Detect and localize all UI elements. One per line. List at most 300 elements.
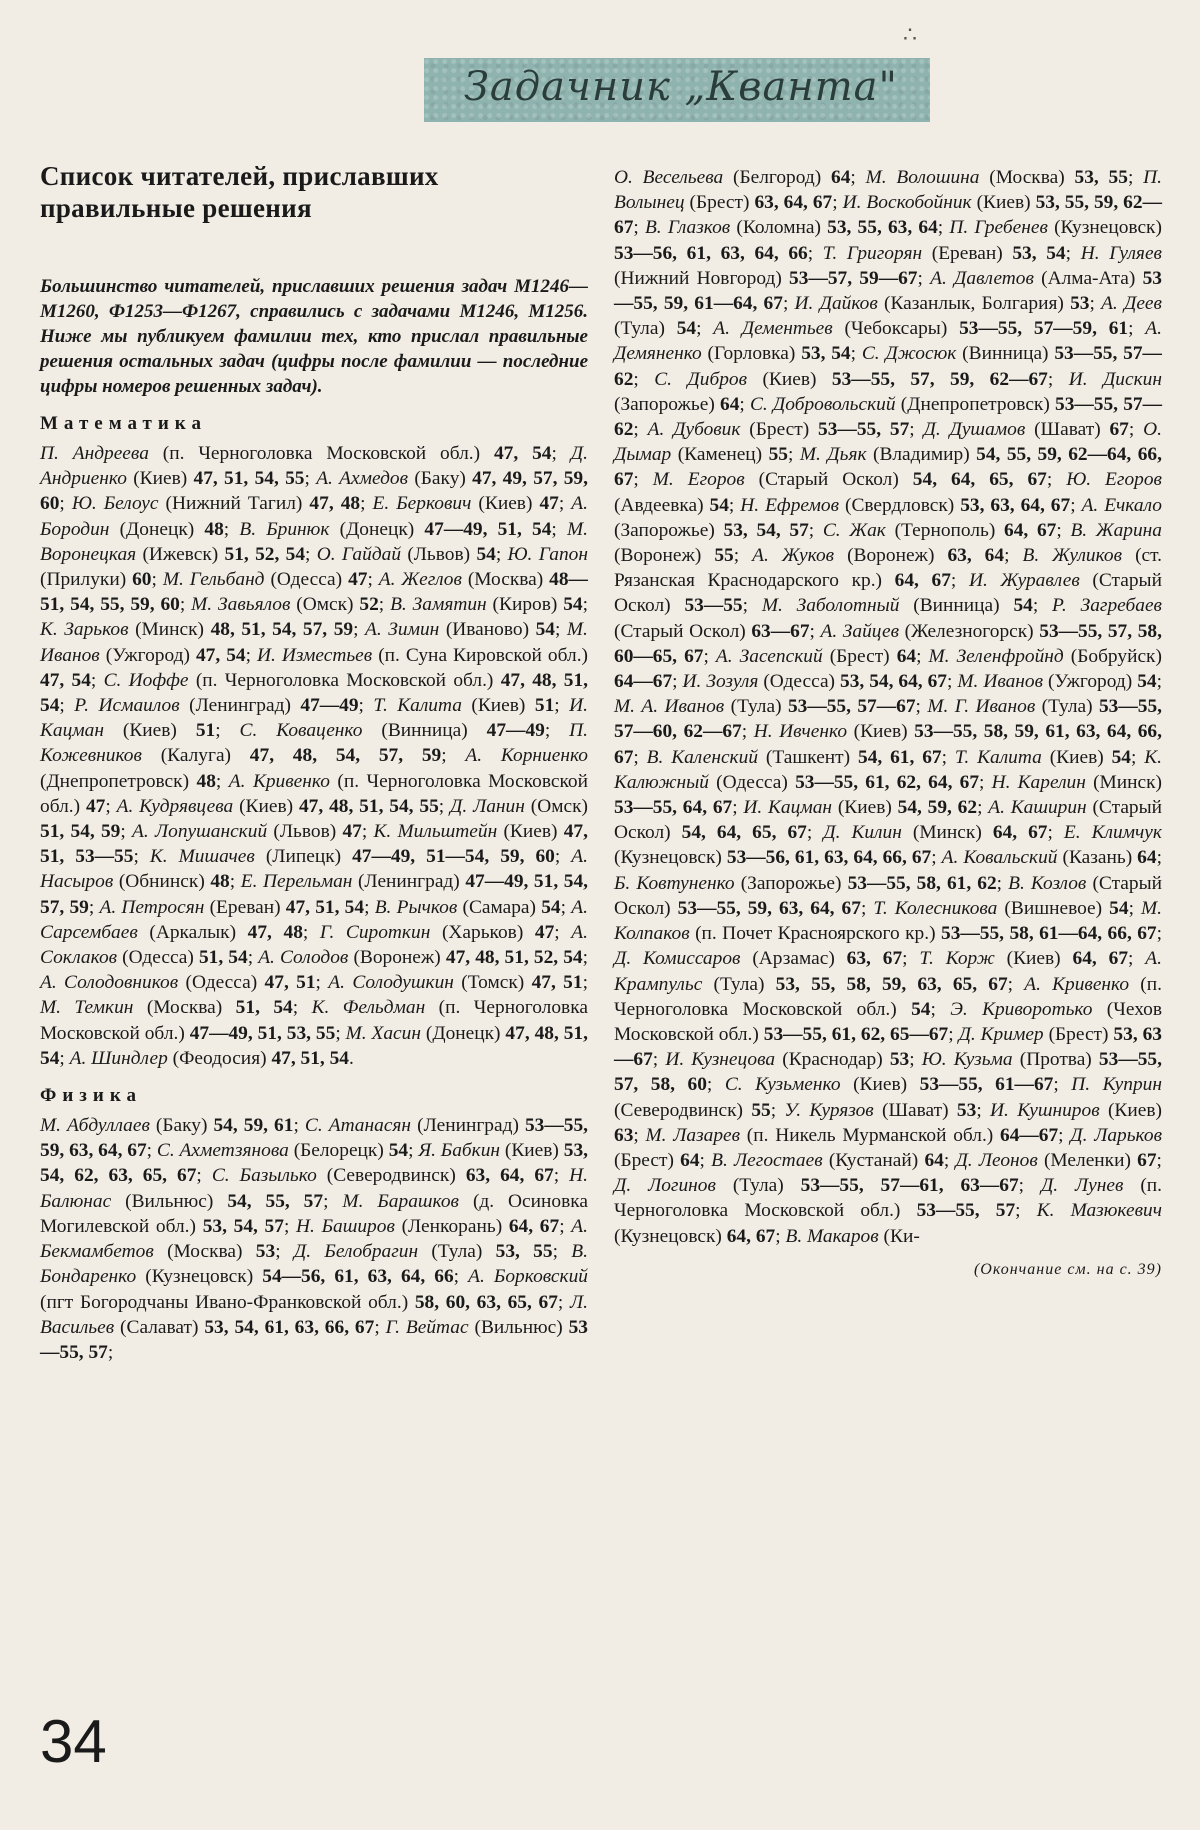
reader-entry: О. Дымар (Каменец) 55; [614, 419, 1162, 466]
reader-place: (Москва) [989, 167, 1065, 188]
reader-entry: М. Г. Иванов (Тула) 53—55, 57—60, 62—67; [614, 696, 1162, 743]
reader-entry: Т. Колесникова (Вишневое) 54; [873, 897, 1141, 919]
problem-numbers: 53, 55, 59, 62—67 [614, 192, 1162, 239]
reader-place: (Киев) [478, 493, 533, 515]
reader-place: (Ленинград) [189, 695, 291, 717]
reader-name: И. Дайков [794, 293, 878, 315]
reader-place: (Нижний Новгород) [614, 267, 782, 289]
reader-entry: А. Зимин (Иваново) 54; [365, 619, 567, 641]
reader-entry: Д. Андриенко (Киев) 47, 51, 54, 55; [40, 443, 588, 490]
reader-place: (Винница) [381, 720, 468, 742]
problem-numbers: 51, 54, 59 [40, 821, 121, 843]
reader-name: М. Барашков [342, 1190, 459, 1212]
reader-entry: И. Кушниров (Киев) 63; [614, 1099, 1162, 1146]
left-column [40, 160, 588, 1365]
reader-place: (Ереван) [209, 896, 281, 918]
reader-name: О. Гайдай [316, 543, 402, 565]
reader-name: А. Сарсембаев [40, 896, 588, 943]
reader-place: (Феодосия) [172, 1047, 267, 1069]
reader-place: (Белгород) [733, 167, 822, 188]
problem-numbers: 53, 55, 58, 59, 63, 65, 67 [775, 973, 1008, 995]
problem-numbers: 53—55, 61, 62, 64, 67 [795, 771, 980, 793]
problem-numbers: 47, 48 [309, 493, 361, 515]
reader-place: (Минск) [912, 822, 982, 844]
reader-name: М. Иванов [40, 619, 588, 666]
reader-entry: О. Гайдай (Львов) 54; [316, 543, 508, 565]
reader-name: К. Мильштейн [373, 821, 498, 843]
reader-entry: Р. Исмаилов (Ленинград) 47—49; [74, 695, 374, 717]
reader-name: М. Волошина [865, 167, 980, 188]
reader-place: (Старый Оскол) [614, 872, 1162, 919]
reader-entry: И. Дискин (Запорожье) 64; [614, 368, 1162, 415]
reader-name: П. Куприн [1071, 1074, 1162, 1096]
problem-numbers: 47, 48, 51, 54 [40, 1022, 588, 1069]
reader-place: (Запорожье) [740, 872, 842, 894]
reader-entry: М. Дьяк (Владимир) 54, 55, 59, 62—64, 66, 67; [614, 444, 1162, 491]
reader-name: Д. Логинов [614, 1175, 716, 1197]
reader-name: А. Солодов [258, 947, 349, 969]
reader-place: (Арзамас) [752, 948, 835, 970]
problem-numbers: 55 [714, 545, 734, 567]
reader-entry: А. Бекмамбетов (Москва) 53; [40, 1215, 588, 1263]
reader-name: Э. Криворотько [950, 998, 1093, 1020]
reader-name: М. Темкин [40, 997, 134, 1019]
reader-name: М. Абдуллаев [40, 1115, 150, 1137]
problem-numbers: 47—49 [486, 720, 545, 742]
problem-numbers: 54 [709, 494, 729, 516]
reader-entry: М. Гельбанд (Одесса) 47; [162, 569, 379, 591]
reader-place: (Одесса) [122, 947, 194, 969]
reader-place: (Тула) [431, 1241, 483, 1263]
problem-numbers: 47—49, 51, 53, 55 [189, 1022, 336, 1044]
reader-entry: В. Глазков (Коломна) 53, 55, 63, 64; [644, 217, 950, 239]
reader-entry: В. Козлов (Старый Оскол) 53—55, 59, 63, 64, 67; [614, 872, 1162, 919]
reader-entry: Е. Перельман (Ленинград) 47—49, 51, 54, 57, 59; [40, 871, 588, 918]
reader-place: (Москва) [167, 1241, 243, 1263]
reader-place: (Алма-Ата) [1041, 267, 1136, 289]
reader-name: И. Журавлев [968, 570, 1080, 592]
reader-name: Н. Ефремов [740, 494, 840, 516]
reader-entry: Э. Криворотько (Чехов Московской обл.) 53—55, 61, 62, 65—67; [614, 998, 1162, 1045]
reader-name: Д. Белобрагин [293, 1241, 419, 1263]
problem-numbers: 53, 54, 57 [723, 519, 809, 541]
problem-numbers: 48—51, 54, 55, 59, 60 [40, 569, 588, 616]
reader-place: (Кустанай) [828, 1149, 919, 1171]
reader-name: М. Егоров [652, 469, 745, 491]
physics-heading: Физика [40, 1085, 143, 1107]
reader-place: (Донецк) [339, 518, 415, 540]
reader-name: Д. Ланин [450, 795, 525, 817]
reader-name: В. Бринюк [239, 518, 330, 540]
reader-place: (Киев) [239, 795, 294, 817]
problem-numbers: 47, 48, 51, 54, 55 [298, 795, 439, 817]
problem-numbers: 52 [359, 594, 379, 616]
reader-entry: И. Кацман (Киев) 51; [40, 695, 588, 742]
problem-numbers: 47 [534, 921, 555, 943]
reader-name: П. Волынец [614, 167, 1162, 214]
reader-entry: Г. Сироткин (Харьков) 47; [319, 921, 572, 943]
reader-place: (Краснодар) [782, 1049, 883, 1071]
reader-place: (Омск) [530, 795, 588, 817]
reader-entry: А. Каширин (Старый Оскол) 54, 64, 65, 67; [614, 797, 1163, 844]
reader-name: К. Мишачев [149, 846, 255, 868]
reader-place: (Воронеж) [353, 947, 441, 969]
problem-numbers: 64, 67 [894, 570, 951, 592]
problem-numbers: 53, 63, 64, 67 [960, 494, 1071, 516]
reader-name: М. Дьяк [799, 444, 867, 466]
reader-name: А. Корниенко [465, 745, 588, 767]
reader-entry: М. Зеленфройнд (Бобруйск) 64—67; [614, 645, 1162, 693]
reader-entry: Г. Вейтас (Вильнюс) 53—55, 57; [40, 1316, 588, 1363]
reader-place: (Нижний Тагил) [165, 493, 303, 515]
reader-place: (Киев) [853, 721, 908, 743]
reader-name: А. Петросян [99, 896, 205, 918]
reader-entry: К. Мазюкевич (Кузнецовск) 64, 67; [614, 1200, 1162, 1247]
reader-entry: Т. Калита (Киев) 54; [954, 746, 1145, 768]
problem-numbers: 47—49, 51, 54, 57, 59 [40, 871, 588, 918]
problem-numbers: 63—67 [751, 620, 810, 642]
reader-entry: Ю. Егоров (Авдеевка) 54; [614, 469, 1162, 516]
problem-numbers: 63, 64 [947, 545, 1005, 567]
problem-numbers: 53—55, 57—62 [614, 343, 1162, 390]
reader-place: (п. Черноголовка Московской обл.) [40, 997, 588, 1044]
reader-name: В. Рычков [374, 896, 458, 918]
reader-name: Г. Вейтас [385, 1316, 469, 1338]
reader-name: Н. Баширов [296, 1215, 395, 1237]
problem-numbers: 51, 52, 54 [224, 543, 306, 565]
reader-entry: А. Кудрявцева (Киев) 47, 48, 51, 54, 55; [116, 795, 451, 817]
problem-numbers: 47 [85, 795, 106, 817]
problem-numbers: 63, 64, 67 [465, 1165, 554, 1187]
problem-numbers: 54 [563, 594, 583, 616]
reader-entry: Н. Балюнас (Вильнюс) 54, 55, 57; [40, 1165, 588, 1212]
reader-name: А. Каширин [988, 797, 1087, 819]
reader-place: (Минск) [135, 619, 205, 641]
reader-place: (Аркалык) [149, 921, 237, 943]
problem-numbers: 54, 64, 65, 67 [912, 469, 1047, 491]
reader-place: (Ташкент) [765, 746, 851, 768]
reader-entry: М. Темкин (Москва) 51, 54; [40, 997, 312, 1019]
reader-entry: Д. Лунев (п. Черноголовка Московской обл.) 53—55, 57; [614, 1175, 1162, 1222]
problem-numbers: 53—55, 64, 67 [614, 797, 733, 819]
reader-entry: К. Мильштейн (Киев) 47, 51, 53—55; [40, 821, 588, 868]
problem-numbers: 53—55, 59, 61—64, 67 [614, 267, 1162, 315]
reader-place: (Старый Оскол) [614, 797, 1163, 844]
continued-note: (Окончание см. на с. 39) [973, 1260, 1162, 1278]
reader-name: А. Жуков [752, 545, 835, 567]
problem-numbers: 54 [1137, 671, 1157, 693]
reader-entry: П. Кожевников (Калуга) 47, 48, 54, 57, 59; [40, 720, 588, 767]
reader-entry: П. Волынец (Брест) 63, 64, 67; [614, 167, 1162, 214]
reader-place: (Коломна) [736, 217, 821, 239]
problem-numbers: 64, 67 [508, 1215, 560, 1237]
problem-numbers: 47—49 [300, 695, 359, 717]
reader-place: (Киев) [1107, 1099, 1162, 1121]
reader-name: Ю. Егоров [1066, 469, 1162, 491]
problem-numbers: 64 [896, 645, 917, 667]
reader-place: (Запорожье) [614, 519, 715, 541]
reader-name: Е. Беркович [372, 493, 472, 515]
reader-name: М. Воронецкая [40, 518, 588, 565]
reader-name: Д. Лунев [1040, 1175, 1124, 1197]
reader-name: А. Кудрявцева [116, 795, 234, 817]
problem-numbers: 67 [1137, 1149, 1157, 1171]
problem-numbers: 53, 54, 61, 63, 66, 67 [204, 1316, 375, 1338]
reader-place: (п. Черноголовка Московской обл.) [195, 669, 494, 691]
reader-place: (п. Суна Кировской обл.) [378, 644, 588, 666]
math-entries [40, 441, 588, 1071]
reader-entry: М. Колпаков (п. Почет Красноярского кр.) 53—55, 58, 61—64, 66, 67; [614, 897, 1162, 945]
problem-numbers: 47—49, 51—54, 59, 60 [352, 846, 555, 868]
reader-name: У. Курязов [784, 1099, 874, 1121]
reader-place: (Киев) [471, 695, 526, 717]
problem-numbers: 67 [1109, 419, 1129, 441]
reader-entry: В. Каленский (Ташкент) 54, 61, 67; [646, 746, 955, 768]
reader-entry: А. Солодушкин (Томск) 47, 51; [328, 972, 588, 994]
reader-entry: А. Ахмедов (Баку) 47, 49, 57, 59, 60; [40, 468, 588, 515]
reader-entry: И. Дайков (Казанлык, Болгария) 53; [794, 293, 1102, 315]
reader-place: (Самара) [462, 896, 537, 918]
reader-entry: Н. Карелин (Минск) 53—55, 64, 67; [614, 771, 1162, 819]
reader-name: Д. Андриенко [40, 443, 588, 490]
problem-numbers: 53—55, 57—59, 61 [959, 318, 1129, 340]
reader-entry: Н. Гуляев (Нижний Новгород) 53—57, 59—67; [614, 242, 1162, 289]
reader-name: Г. Сироткин [319, 921, 431, 943]
reader-name: А. Кривенко [1024, 973, 1130, 995]
problem-numbers: 54, 55, 59, 62—64, 66, 67 [614, 444, 1162, 491]
reader-name: С. Базылько [211, 1165, 317, 1187]
problem-numbers: 53—55, 57—62 [614, 393, 1162, 441]
reader-entry: А. Деев (Тула) 54; [614, 293, 1162, 340]
reader-entry: В. Рычков (Самара) 54; [374, 896, 572, 918]
reader-name: Е. Климчук [1063, 822, 1162, 844]
reader-name: С. Жак [822, 519, 886, 541]
reader-place: (Воронеж) [614, 545, 702, 567]
reader-place: (Прилуки) [40, 569, 127, 591]
reader-place: (Омск) [296, 594, 354, 616]
reader-place: (Кузнецовск) [614, 1225, 722, 1247]
reader-name: В. Жарина [1070, 519, 1163, 541]
reader-name: А. Ахмедов [316, 468, 409, 490]
reader-name: А. Насыров [40, 846, 588, 893]
reader-place: (Каменец) [677, 444, 763, 466]
reader-entry: М. Воронецкая (Ижевск) 51, 52, 54; [40, 518, 588, 565]
reader-place: (Авдеевка) [614, 494, 704, 516]
reader-entry: Д. Логинов (Тула) 53—55, 57—61, 63—67; [614, 1175, 1041, 1197]
reader-name: С. Ахметзянова [156, 1140, 289, 1162]
problem-numbers: 64 [680, 1149, 700, 1171]
problem-numbers: 53—55, 57 [818, 419, 910, 441]
problem-numbers: 53 [956, 1099, 977, 1121]
reader-entry: Е. Беркович (Киев) 47; [372, 493, 572, 515]
reader-name: В. Глазков [644, 217, 731, 239]
problem-numbers: 47, 51, 53—55 [40, 821, 588, 868]
reader-entry: М. Волошина (Москва) 53, 55; [865, 167, 1144, 188]
problem-numbers: 53—55, 58, 59, 61, 63, 64, 66, 67 [614, 721, 1162, 768]
reader-name: А. Засепский [715, 645, 823, 667]
problem-numbers: 47, 54 [195, 644, 246, 666]
problem-numbers: 54, 59, 61 [213, 1115, 294, 1137]
problem-numbers: 48, 51, 54, 57, 59 [210, 619, 354, 641]
reader-place: (Киев) [122, 720, 177, 742]
problem-numbers: 54—56, 61, 63, 64, 66 [262, 1266, 454, 1288]
reader-place: (Тула) [713, 973, 765, 995]
math-heading: Математика [40, 413, 207, 434]
problem-numbers: 53—57, 59—67 [789, 267, 918, 289]
reader-entry: А. Зайцев (Железногорск) 53—55, 57, 58, 60—65, 67; [614, 620, 1162, 667]
reader-entry: А. Бородин (Донецк) 48; [40, 493, 588, 540]
reader-entry: К. Фельдман (п. Черноголовка Московской обл.) 47—49, 51, 53, 55; [40, 997, 588, 1044]
problem-numbers: 64, 67 [1004, 519, 1057, 541]
reader-name: С. Кузьменко [724, 1074, 841, 1096]
problem-numbers: 54 [911, 998, 931, 1020]
problem-numbers: 53—55, 57, 58, 60 [614, 1049, 1162, 1096]
reader-name: Т. Колесникова [873, 897, 998, 919]
reader-place: (Львов) [407, 543, 471, 565]
reader-place: (Днепропетровск) [900, 393, 1050, 415]
reader-place: (Северодвинск) [614, 1099, 743, 1121]
reader-place: (Одесса) [270, 569, 343, 591]
reader-entry: С. Базылько (Северодвинск) 63, 64, 67; [211, 1165, 570, 1187]
problem-numbers: 47, 54 [40, 669, 91, 691]
physics-entries-right [614, 165, 1162, 1249]
reader-name: К. Калюжный [614, 746, 1162, 793]
reader-name: И. Изместьев [257, 644, 373, 666]
problem-numbers: 54, 64, 65, 67 [681, 822, 807, 844]
intro-paragraph: Большинство читателей, приславших решения задач М1246—М1260, Ф1253—Ф1267, справились с задачами М1246, М1256. Ниже мы публикуем фамилии тех, кто прислал правильные решения остальных задач (цифры после фамилии — последние цифры номеров решенных задач). [40, 276, 588, 397]
reader-entry: П. Куприн (Северодвинск) 55; [614, 1074, 1162, 1121]
problem-numbers: 51, 54 [235, 997, 293, 1019]
reader-name: Т. Калита [373, 695, 462, 717]
reader-name: И. Кацман [743, 797, 833, 819]
reader-place: (Протва) [1019, 1049, 1092, 1071]
reader-name: Н. Гуляев [1080, 242, 1162, 264]
reader-entry: И. Изместьев (п. Суна Кировской обл.) 47, 54; [40, 644, 588, 691]
reader-place: (Кузнецовск) [145, 1266, 254, 1288]
reader-entry: В. Бринюк (Донецк) 47—49, 51, 54; [239, 518, 567, 540]
problem-numbers: 47, 54 [493, 443, 552, 464]
problem-numbers: 47, 48, 51, 52, 54 [445, 947, 583, 969]
reader-entry: О. Весельева (Белгород) 64; [614, 167, 866, 188]
reader-entry: Ю. Гапон (Прилуки) 60; [40, 543, 588, 591]
reader-place: (Ки- [883, 1225, 920, 1247]
reader-entry: Д. Ларьков (Брест) 64; [614, 1124, 1162, 1171]
reader-place: (Кузнецовск) [1054, 217, 1162, 239]
problem-numbers: 53, 55 [495, 1241, 553, 1263]
reader-name: Р. Исмаилов [74, 695, 180, 717]
reader-place: (Одесса) [716, 771, 788, 793]
reader-entry: С. Дибров (Киев) 53—55, 57, 59, 62—67; [654, 368, 1069, 390]
reader-name: Т. Калита [954, 746, 1042, 768]
problem-numbers: 64—67 [1000, 1124, 1059, 1146]
problem-numbers: 47 [348, 569, 368, 591]
reader-place: (Казанлык, Болгария) [884, 293, 1064, 315]
reader-place: (Горловка) [707, 343, 796, 365]
reader-place: (Киев) [133, 468, 188, 490]
problem-numbers: 53—55 [684, 595, 743, 617]
problem-numbers: 63 [614, 1124, 634, 1146]
reader-entry: И. Журавлев (Старый Оскол) 53—55; [614, 570, 1162, 617]
reader-place: (Киев) [1049, 746, 1104, 768]
reader-place: (Киев) [504, 1140, 559, 1162]
reader-name: О. Дымар [614, 419, 1162, 466]
reader-entry: М. Иванов (Ужгород) 47, 54; [40, 619, 588, 666]
reader-entry: А. Сарсембаев (Аркалык) 47, 48; [40, 896, 588, 943]
reader-place: (Москва) [146, 997, 223, 1019]
reader-entry: А. Соклаков (Одесса) 51, 54; [40, 921, 588, 969]
reader-name: В. Бондаренко [40, 1241, 588, 1288]
reader-entry: Д. Ланин (Омск) 51, 54, 59; [40, 795, 588, 843]
reader-name: И. Воскобойник [842, 192, 972, 214]
problem-numbers: 53—55, 59, 63, 64, 67 [677, 897, 861, 919]
problem-numbers: 54, 59, 62 [897, 797, 978, 819]
reader-name: В. Замятин [390, 594, 487, 616]
reader-entry: А. Демяненко (Горловка) 53, 54; [614, 318, 1162, 365]
reader-place: (п. Черноголовка Московской обл.) [162, 443, 481, 464]
reader-place: (Владимир) [872, 444, 970, 466]
problem-numbers: 47—49, 51, 54 [424, 518, 552, 540]
problem-numbers: 55 [751, 1099, 771, 1121]
problem-numbers: 47, 51 [264, 972, 316, 994]
reader-place: (Брест) [614, 1149, 674, 1171]
problem-numbers: 47, 51, 54 [271, 1047, 349, 1069]
reader-place: (Киев) [1006, 948, 1061, 970]
reader-name: С. Добровольский [749, 393, 896, 415]
reader-entry: С. Атанасян (Ленинград) 53—55, 59, 63, 64, 67; [40, 1115, 589, 1162]
reader-entry: К. Зарьков (Минск) 48, 51, 54, 57, 59; [40, 619, 366, 641]
problem-numbers: 54 [535, 619, 555, 641]
problem-numbers: 54, 61, 67 [858, 746, 942, 768]
problem-numbers: 53—55, 57, 59, 62—67 [831, 368, 1048, 390]
page-number: 34 [40, 1708, 107, 1775]
reader-place: (Харьков) [441, 921, 524, 943]
reader-entry: А. Ечкало (Запорожье) 53, 54, 57; [614, 494, 1162, 541]
reader-name: Я. Бабкин [418, 1140, 501, 1162]
reader-place: (Северодвинск) [326, 1165, 456, 1187]
reader-entry: А. Кривенко (п. Черноголовка Московской обл.) 54; [614, 973, 1162, 1020]
reader-name: А. Дубовик [647, 419, 741, 441]
reader-name: Л. Васильев [40, 1291, 588, 1338]
reader-name: А. Дементьев [713, 318, 833, 340]
problem-numbers: 63, 64, 67 [754, 192, 833, 214]
reader-entry: А. Жеглов (Москва) 48—51, 54, 55, 59, 60; [40, 569, 588, 616]
reader-place: (Киров) [492, 594, 558, 616]
problem-numbers: 53, 54 [801, 343, 851, 365]
reader-name: А. Солодушкин [328, 972, 454, 994]
reader-name: С. Иоффе [103, 669, 189, 691]
problem-numbers: 53, 54, 64, 67 [840, 671, 947, 693]
reader-entry: П. Гребенев (Кузнецовск) 53—56, 61, 63, 64, 66; [614, 217, 1162, 264]
reader-place: (Винница) [962, 343, 1049, 365]
reader-name: О. Весельева [614, 167, 724, 188]
reader-entry: А. Давлетов (Алма-Ата) 53—55, 59, 61—64, 67; [614, 267, 1162, 315]
reader-place: (Белорецк) [293, 1140, 384, 1162]
reader-place: (Иваново) [445, 619, 530, 641]
reader-name: В. Макаров [785, 1225, 879, 1247]
reader-entry: Н. Ивченко (Киев) 53—55, 58, 59, 61, 63, 64, 66, 67; [614, 721, 1162, 768]
problem-numbers: 54 [1013, 595, 1033, 617]
reader-name: Ю. Гапон [507, 543, 588, 565]
problem-numbers: 53—55, 57 [40, 1316, 588, 1363]
problem-numbers: 53—56, 61, 63, 64, 66, 67 [726, 847, 932, 869]
problem-numbers: 53—56, 61, 63, 64, 66 [614, 242, 808, 264]
reader-place: (Ижевск) [142, 543, 219, 565]
reader-place: (Одесса) [763, 671, 836, 693]
reader-place: (Запорожье) [614, 393, 715, 415]
reader-name: К. Мазюкевич [1036, 1200, 1162, 1222]
right-column [614, 165, 1162, 1282]
reader-place: (Ленкорань) [401, 1215, 503, 1237]
